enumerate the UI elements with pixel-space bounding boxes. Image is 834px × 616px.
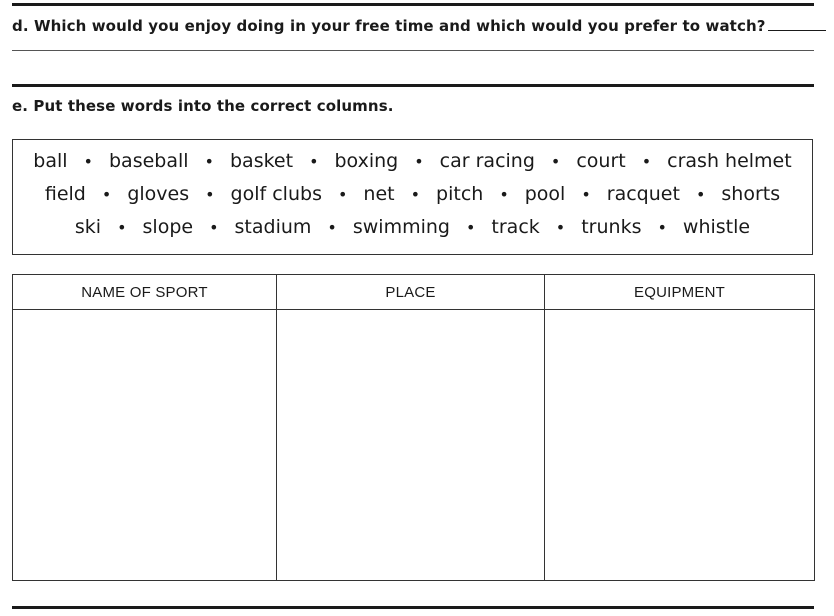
word-row-3	[13, 216, 812, 238]
equipment-answer-cell[interactable]	[545, 310, 815, 581]
bullet-separator: •	[465, 217, 476, 237]
bullet-separator: •	[309, 151, 319, 171]
word-item: pool	[524, 183, 566, 205]
sorting-table	[12, 274, 815, 581]
word-item: whistle	[682, 216, 751, 238]
bullet-separator: •	[337, 184, 348, 204]
top-rule	[12, 3, 814, 6]
bullet-separator: •	[641, 151, 652, 171]
answer-line-1[interactable]	[12, 50, 814, 51]
word-item: golf clubs	[230, 183, 322, 205]
bullet-separator: •	[205, 184, 215, 204]
question-e: e. Put these words into the correct columns.	[12, 97, 394, 115]
word-item: racquet	[606, 183, 680, 205]
question-d	[12, 16, 826, 35]
word-item: pitch	[436, 183, 484, 205]
bullet-separator: •	[83, 151, 93, 171]
bullet-separator: •	[101, 184, 112, 204]
bullet-separator: •	[555, 217, 566, 237]
header-place: PLACE	[277, 275, 545, 310]
bullet-separator: •	[327, 217, 337, 237]
question-d-text: d. Which would you enjoy doing in your free time and which would you prefer to watch?	[12, 17, 766, 35]
word-item: stadium	[234, 216, 312, 238]
word-item: car racing	[439, 150, 535, 172]
word-item: trunks	[581, 216, 642, 238]
word-item: basket	[229, 150, 294, 172]
word-item: track	[491, 216, 540, 238]
word-item: field	[44, 183, 86, 205]
word-item: net	[363, 183, 395, 205]
header-name-of-sport: NAME OF SPORT	[13, 275, 277, 310]
table-header-row	[13, 275, 815, 310]
bullet-separator: •	[117, 217, 127, 237]
bullet-separator: •	[204, 151, 214, 171]
table-answer-row	[13, 310, 815, 581]
word-item: slope	[142, 216, 194, 238]
bullet-separator: •	[414, 151, 424, 171]
answer-blank-inline[interactable]	[768, 16, 826, 31]
bottom-rule	[12, 606, 814, 609]
sport-answer-cell[interactable]	[13, 310, 277, 581]
word-item: swimming	[352, 216, 450, 238]
bullet-separator: •	[581, 184, 591, 204]
word-row-1	[13, 150, 812, 172]
section-divider	[12, 84, 814, 87]
word-box	[12, 139, 813, 255]
bullet-separator: •	[657, 217, 667, 237]
word-item: ski	[74, 216, 102, 238]
bullet-separator: •	[550, 151, 561, 171]
word-item: court	[576, 150, 626, 172]
word-item: shorts	[721, 183, 781, 205]
bullet-separator: •	[209, 217, 219, 237]
word-item: boxing	[334, 150, 399, 172]
word-item: crash helmet	[667, 150, 792, 172]
header-equipment: EQUIPMENT	[545, 275, 815, 310]
word-row-2	[13, 183, 812, 205]
bullet-separator: •	[695, 184, 706, 204]
place-answer-cell[interactable]	[277, 310, 545, 581]
bullet-separator: •	[499, 184, 509, 204]
word-item: gloves	[127, 183, 190, 205]
bullet-separator: •	[410, 184, 421, 204]
word-item: ball	[33, 150, 68, 172]
word-item: baseball	[108, 150, 189, 172]
